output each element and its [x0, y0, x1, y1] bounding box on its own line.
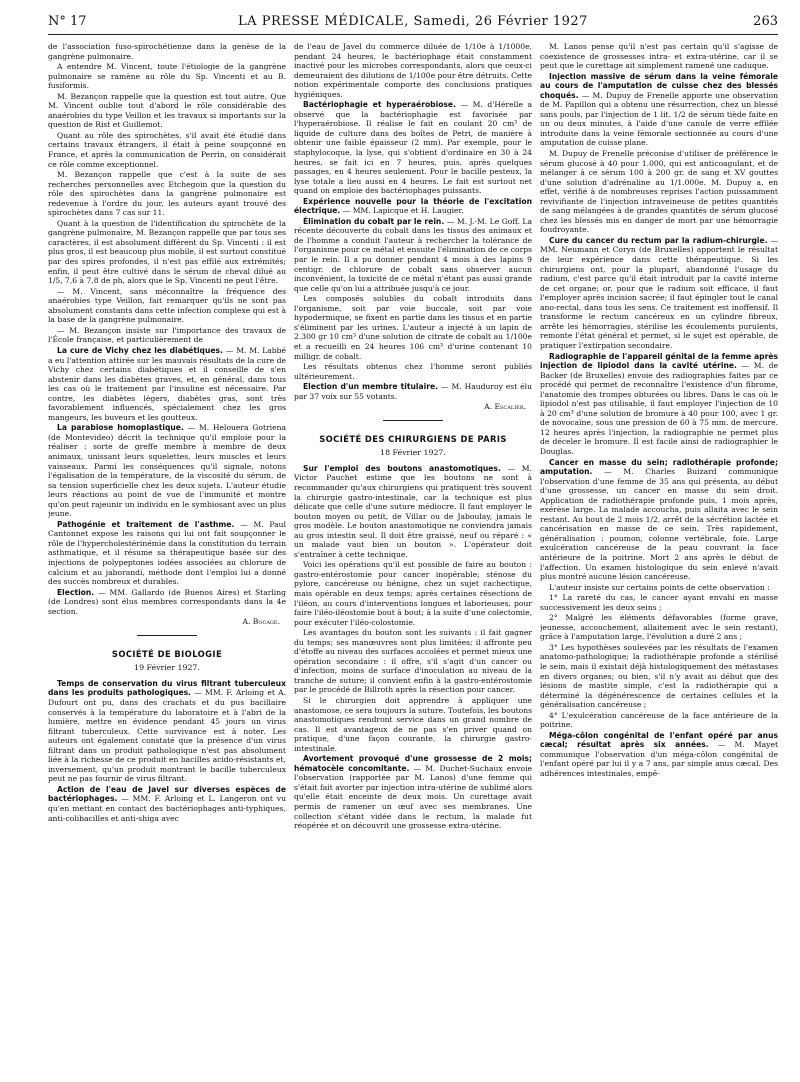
article-body: — M. Helouera Gotriena (de Montevideo) décrit la technique qu'il emploie pour la réaliser : sorte de greffe membre à membre de deux animaux, unissant leurs squelettes, leurs muscles et leurs vaisseaux. Parmi les conséquences qu'il signale, notons l'égalisation de la température, de la viscosité du sérum, de sa tension superficielle chez les deux sujets. L'auteur étudie leurs réactions au point de vue de l'immunité et montre qu'on peut rajeunir un individu en le symbiosant avec un plus jeune.	[48, 423, 286, 519]
paragraph: M. Bezançon rappelle que c'est à la suite de ses recherches personnelles avec Etchegoin que la question du rôle des spirochètes dans la gangrène pulmonaire est redevenue à l'ordre du jour, les auteurs ayant trouvé des spirochètes dans 7 cas sur 11.	[48, 170, 286, 218]
paragraph: Si le chirurgien doit apprendre à appliquer une anastomose, ce sera toujours la suture. Toutefois, les boutons anastomotiques rendront service dans un grand nombre de cas. Il est avantageux de ne pas s'en priver quand on pratique, d'une façon courante, la chirurgie gastro-intestinale.	[294, 696, 532, 753]
session-date: 18 Février 1927.	[380, 448, 446, 458]
article-virus	[48, 679, 286, 784]
society-title: SOCIÉTÉ DES CHIRURGIENS DE PARIS	[319, 433, 507, 444]
article-body: — M. Hauduroy est élu par 37 voix sur 55 votants.	[294, 382, 532, 401]
paragraph: Quant à la question de l'identification du spirochète de la gangrène pulmonaire, M. Bezançon rappelle que par tous ses caractères, il est absolument différent du Sp. Vincenti : il est plus gros, il est beaucoup plus mobile, il est surtout constitué par des spires profondes, il n'est pas effilé aux extrémités; enfin, il peut être cultivé dans le sérum de cheval dilué au 1/5, 7,6 à 7,8 de ph, alors que le Sp. Vincenti ne peut l'être.	[48, 218, 286, 286]
article-body: — M. Dupuy de Frenelle apporte une observation de M. Papillon qui a obtenu une résurrection, chez un blessé sans pouls, par l'injection de 1 lit. 1/2 de sérum tiède faite en un ou deux minutes, à l'aide d'une canule de verre effilée introduite dans la veine fémorale sectionnée au cours d'une amputation de cuisse plane.	[540, 90, 778, 148]
article-body: — M. Duchet-Suchaux envoie l'observation (rapportée par M. Lanos) d'une femme qui s'était fait avorter par injection intra-utérine de sublimé alors qu'elle était enceinte de deux mois. Un curettage avait permis de ramener un œuf avec ses membranes. Une collection s'étant vidée dans le rectum, la malade fut réopérée et on découvrit une grossesse extra-utérine.	[294, 763, 532, 831]
paragraph: A entendre M. Vincent, toute l'étiologie de la gangrène pulmonaire se ramène au rôle du Sp. Vincenti et au B. fusiformis.	[48, 62, 286, 91]
paragraph: de l'eau de Javel du commerce diluée de 1/10e à 1/1000e, pendant 24 heures, le bactériophage était constamment inactivé pour les microbes correspondants, alors que ceux-ci demeuraient des dilutions de 1/100e pour être détruits. Cette notion expérimentale comporte des conclusions pratiques hygiéniques.	[294, 42, 532, 99]
paragraph: 3° Les hypothèses soulevées par les résultats de l'examen anatomo-pathologique; la radiothérapie profonde a stérilisé le sein, mais il existait déjà histologiquement des métastases en divers organes; ou bien, s'il n'y avait au début que des lésions de mastite simple, c'est la radiothérapie qui a déterminé la dégénérescence de certaines cellules et la généralisation cancéreuse ;	[540, 642, 778, 710]
article-avortement	[294, 754, 532, 830]
article-body: — M. Paul Cantonnet expose les raisons qui lui ont fait soupçonner le rôle de l'hypercholestérinémie dans la constitution du terrain asthmatique, et il résume sa thérapeutique basée sur des injections de polypeptones iodées associées au chlorure de calcium et au jaborandi, méthode dont l'emploi lui a donné des succès nombreux et durables.	[48, 519, 286, 587]
article-title: Election.	[57, 587, 95, 597]
article-title: Avortement provoqué d'une grossesse de 2 mois; hématocèle concomitante.	[294, 754, 532, 773]
divider	[383, 420, 443, 421]
paragraph: — M. Bezançon insiste sur l'importance des travaux de l'École française, et particulièrement de	[48, 325, 286, 345]
page-number: 263	[753, 14, 778, 29]
article-title: Action de l'eau de Javel sur diverses espèces de bactériophages.	[48, 784, 286, 804]
article-title: Méga-côlon congénital de l'enfant opéré par anus cæcal; résultat après six années.	[540, 730, 778, 750]
paragraph: Quant au rôle des spirochètes, s'il avait été étudié dans certains travaux étrangers, il était à peine soupçonné en France, et après la communication de Perrin, on considérait ce rôle comme exceptionnel.	[48, 130, 286, 169]
article-title: Election d'un membre titulaire.	[303, 382, 439, 392]
article-title: Cancer en masse du sein; radiothérapie profonde; amputation.	[540, 457, 778, 477]
article-body: — MM. Gallardo (de Buenos Aires) et Starling (de Londres) sont élus membres correspondants dans la 4e section.	[48, 587, 286, 616]
issue-number: N° 17	[48, 14, 87, 29]
article-title: Élimination du cobalt par le rein.	[303, 216, 445, 226]
article-boutons	[294, 464, 532, 559]
article-body: — MM. F. Arloing et A. Dufourt ont pu, dans des crachats et du pus bacillaire conservés à la température du laboratoire et à l'abri de la lumière, mettre en évidence pendant 45 jours un virus filtrant tuberculeux. Cette survivance est à noter. Les auteurs ont également constaté que la présence d'un virus filtrant dans un produit pathologique n'est pas absolument liée à la richesse de ce produit en bacilles acido-résistants et, inversement, qu'un produit montrant le bacille tuberculeux peut ne pas fournir de virus filtrant.	[48, 688, 286, 784]
article-election	[48, 588, 286, 617]
paragraph: 2° Malgré les éléments défavorables (forme grave, jeunesse, accouchement, allaitement avec le sein restant), grâce à l'amputation large, l'évolution a duré 2 ans ;	[540, 613, 778, 642]
article-hyperaerobiose	[294, 100, 532, 195]
paragraph: M. Dupuy de Frenelle préconise d'utiliser de préférence le sérum glucosé à 40 pour 1.000, qui est anticoagulant, et de mélanger à ce sérum 100 à 200 gr. de sang et XV gouttes d'une solution d'adrénaline au 1/1.000e. M. Dupuy a, en effet, vérifié à de nombreuses reprises l'action puissamment revivifiante de l'injection intraveineuse de petites quantités de sang mélangées à de grandes quantités de sérum glucosé chez les blessés mis en danger de mort par une hémorragie foudroyante.	[540, 149, 778, 235]
column-1	[48, 42, 286, 1072]
session-date: 19 Février 1927.	[134, 663, 200, 673]
society-heading	[48, 650, 286, 673]
article-title: Injection massive de sérum dans la veine fémorale au cours de l'amputation de cuisse chez des blessés choqués.	[540, 71, 778, 100]
signature: A. Bocage.	[242, 617, 280, 627]
article-rectum	[540, 236, 778, 351]
running-head	[48, 12, 778, 35]
column-3	[540, 42, 778, 1072]
article-vichy	[48, 346, 286, 422]
paragraph: 4° L'exulcération cancéreuse de la face antérieure de la poitrine.	[540, 710, 778, 730]
article-title: Sur l'emploi des boutons anastomotiques.	[303, 463, 501, 473]
article-radiographie	[540, 352, 778, 457]
paragraph: L'auteur insiste sur certains points de cette observation :	[549, 582, 770, 592]
article-title: La parabiose homoplastique.	[57, 423, 184, 433]
article-cancer-sein	[540, 458, 778, 582]
paragraph: Voici les opérations qu'il est possible de faire au bouton : gastro-entérostomie pour cancer inopérable; sténose du pylore, cancéreuse ou bénigne, chez un sujet cachectique, mais opérable en deux temps; après certaines résections de l'iléon, au cours d'interventions longues et laborieuses, pour faire l'iléo-iléostomie bout à bout; à la suite d'une colectomie, pour exécuter l'iléo-colostomie.	[294, 560, 532, 627]
paragraph: 1° La rareté du cas, le cancer ayant envahi en masse successivement les deux seins ;	[540, 593, 778, 612]
article-body: — M. Mayet communique l'observation d'un méga-côlon congénital de l'enfant opéré par lui il y a 7 ans, par simple anus cæcal. Des adhérences intestinales, empê-	[540, 740, 778, 779]
article-excitation	[294, 197, 532, 216]
article-asthme	[48, 520, 286, 587]
article-cobalt	[294, 217, 532, 293]
article-election-titulaire	[294, 382, 532, 401]
article-body: — MM. Neumann et Coryn (de Bruxelles) apportent le résultat de leur expérience dans cette thérapeutique. Si les chirurgiens ont, pour la plupart, abandonné l'usage du radium, c'est parce qu'il était introduit par la cavité interne de cet organe; or, pour que le radium soit efficace, il faut l'employer après incision sacrée; il faut épingler tout le canal ano-rectal, dans tous les sens. Ce traitement est inoffensif. Il transforme le rectum cancéreux en un cylindre fibreux, arrête les hémorragies, stérilise les écoulements purulents, remonte l'état général et permet, si le sujet est opérable, de pratiquer l'extirpation secondaire.	[540, 235, 778, 350]
signature: A. Escalier.	[484, 402, 526, 412]
divider	[137, 635, 197, 636]
article-body: — MM. Lapicque et H. Laugier.	[342, 206, 464, 216]
article-title: Bactériophagie et hyperaérobiose.	[303, 100, 456, 110]
paragraph: Les composés solubles du cobalt introduits dans l'organisme, soit par voie buccale, soit par voie hypodermique, se fixent en partie dans les tissus et en partie s'éliminent par les urines. L'auteur a injecté à un lapin de 2.300 gr 10 cm³ d'une solution de citrate de cobalt au 1/100e et a recueilli en 24 heures 106 cm³ d'urine contenant 10 milligr. de cobalt.	[294, 294, 532, 361]
article-title: Temps de conservation du virus filtrant tuberculeux dans les produits pathologiques.	[48, 678, 286, 698]
paragraph: M. Bezançon rappelle que la question est tout autre. Que M. Vincent oublie tout d'abord le rôle considérable des anaérobies du type Veillon et les travaux si importants sur la question de Rist et Guillemot.	[48, 91, 286, 130]
society-heading	[294, 435, 532, 458]
article-javel	[48, 785, 286, 823]
column-2	[294, 42, 532, 1072]
paragraph: Les résultats obtenus chez l'homme seront publiés ultérieurement.	[294, 362, 532, 381]
paragraph: Les avantages du bouton sont les suivants : il fait gagner du temps; ses manœuvres sont plus limitées; il affronte peu d'étoffe au niveau des surfaces accolées et permet mieux une opération secondaire : il offre, s'il s'agit d'un cancer ou d'infection, moins de surface d'inoculation au niveau de la tranche de suture; il convient enfin à la gastro-entérostomie par le procédé de Billroth après la résection pour cancer.	[294, 628, 532, 695]
article-parabiose	[48, 423, 286, 518]
paragraph: de l'association fuso-spirochétienne dans la genèse de la gangrène pulmonaire.	[48, 42, 286, 61]
article-body: — M. Charles Buizard communique l'observation d'une femme de 35 ans qui présenta, au début d'une grossesse, un cancer en masse du sein droit. Application de radiothérapie profonde puis, 1 mois après, exérèse large. La malade accoucha, puis allaita avec le sein restant. Au bout de 2 mois 1/2, arrêt de la sécrétion lactée et cancérisation en masse de ce sein. Très rapidement, généralisation : poumon, colonne vertébrale, foie. Large exulcération cancéreuse de la peau couvrant la face antérieure de la poitrine. Mort 2 ans après le début de l'affection. Un examen histologique du sein enlevé n'avait plus montré aucune lésion cancéreuse.	[540, 467, 778, 582]
article-body: — M. d'Hérelle a observé que la bactériophagie est favorisée par l'hyperaérobiose. Il réalise le fait en coulant 20 cm³ de liquide de culture dans des boîtes de Petri, de manière à obtenir une faible épaisseur (2 mm). Par exemple, pour le staphylocoque, la lyse, qui s'obtient d'ordinaire en 30 à 24 heures, se fait ici en 7 heures, puis, après quelques passages, en 4 heures seulement. Pour le bacille pesteux, la lyse totale a lieu aussi en 4 heures. Le fait est surtout net quand on emploie des bactériophages puissants.	[294, 100, 532, 196]
article-title: Cure du cancer du rectum par la radium-chirurgie.	[549, 235, 768, 245]
article-body: — M. Victor Pauchet estime que les boutons ne sont à recommander qu'aux chirurgiens qui pratiquent très souvent la chirurgie gastro-intestinale, car la technique est plus délicate que celle d'une suture médiocre. Il faut employer le bouton moyen ou petit, de Villar ou de Jaboulay, jamais le gros modèle. Le bouton anastomotique ne conviendra jamais au gros intestin seul. Il doit être graissé, neuf ou réparé : « un malade vaut bien un bouton ». L'opérateur doit s'entraîner à cette technique.	[294, 463, 532, 559]
article-body: — M. J.-M. Le Goff. La récente découverte du cobalt dans les tissus des animaux et de l'homme a conduit l'auteur à rechercher la tolérance de l'organisme pour ce métal et ensuite l'élimination de ce corps par le rein. Il a pu donner pendant 4 mois à des lapins 9 centigr. de chlorure de cobalt sans observer aucun inconvénient, la toxicité de ce métal n'étant pas aussi grande que celle qu'on lui a attribuée jusqu'à ce jour.	[294, 216, 532, 293]
article-title: Pathogénie et traitement de l'asthme.	[57, 519, 235, 529]
article-title: Radiographie de l'appareil génital de la femme après injection de lipiodol dans la cavité utérine.	[540, 351, 778, 371]
article-body: — M. M. Labbé a eu l'attention attirée sur les mauvais résultats de la cure de Vichy chez certains diabétiques et il conseille de s'en abstenir dans les diabètes graves, et, en général, dans tous les cas où le traitement par l'insuline est nécessaire. Par contre, les diabètes légers, diabètes gras, sont très favorablement influencés, spécialement chez les gros mangeurs, les buveurs et les goutteux.	[48, 345, 286, 422]
paragraph: — M. Vincent, sans méconnaître la fréquence des anaérobies type Veillon, fait remarquer qu'ils ne sont pas absolument constants dans cette infection complexe qui est à la base de la gangrène pulmonaire.	[48, 286, 286, 325]
article-body: — MM. F. Arloing et L. Langeron ont vu qu'en mettant en contact des bactériophages anti-typhiques, anti-colibacilles et anti-shiga avec	[48, 794, 286, 823]
article-body: — M. de Backer (de Bruxelles) envoie des radiographies faites par ce procédé qui permet de reconnaître l'existence d'un fibrome, l'anatomie des trompes obturées ou libres. Dans le cas où le lipiodol n'est pas utilisable, il faut employer l'injection de 10 à 20 cm³ d'une solution de bromure à 40 pour 100, avec 1 gr. de novocaïne, sous une pression de 60 à 75 mm. de mercure. 12 heures après l'injection, la radiographie ne permet plus de déceler le bromure. Il est facile ainsi de radiographier le Douglas.	[540, 361, 778, 456]
article-title: Expérience nouvelle pour la théorie de l'excitation électrique.	[294, 196, 532, 216]
paragraph: M. Lanos pense qu'il n'est pas certain qu'il s'agisse de coexistence de grossesses intra- et extra-utérine, car il se peut que le curettage ait simplement ramené une caduque.	[540, 42, 778, 71]
journal-title: LA PRESSE MÉDICALE, Samedi, 26 Février 1927	[238, 14, 588, 29]
article-serum	[540, 72, 778, 148]
society-title: SOCIÉTÉ DE BIOLOGIE	[111, 648, 223, 659]
article-title: La cure de Vichy chez les diabétiques.	[57, 345, 223, 355]
article-mega-colon	[540, 731, 778, 779]
